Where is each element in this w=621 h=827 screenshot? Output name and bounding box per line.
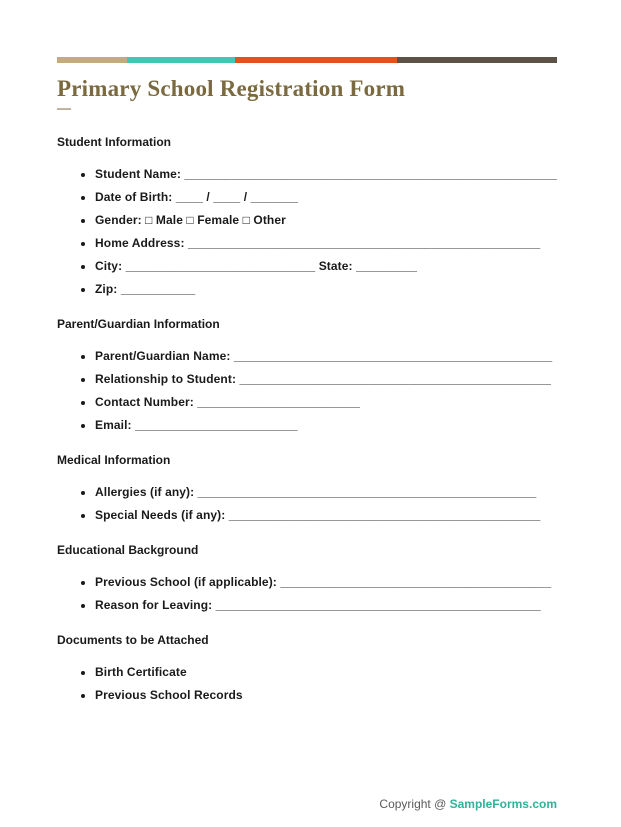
field-reason-for-leaving-text: Reason for Leaving: ________________________________________________ — [95, 598, 541, 612]
document-item-previous-school-records-text: Previous School Records — [95, 688, 243, 702]
field-contact-number-text: Contact Number: ________________________ — [95, 395, 360, 409]
section-parent-guardian-information — [57, 317, 557, 432]
field-zip — [95, 282, 557, 296]
field-student-name-text: Student Name: _______________________________________________________ — [95, 167, 557, 181]
field-relationship-to-student — [95, 372, 557, 386]
field-home-address-text: Home Address: ____________________________________________________ — [95, 236, 541, 250]
section-heading-parent-guardian-information: Parent/Guardian Information — [57, 317, 220, 331]
accent-bar-segment-brown — [397, 57, 557, 63]
section-documents-to-be-attached — [57, 633, 557, 702]
section-heading-educational-background: Educational Background — [57, 543, 199, 557]
copyright-link[interactable]: SampleForms.com — [449, 797, 557, 811]
accent-bar-segment-tan — [57, 57, 127, 63]
document-item-birth-certificate — [95, 665, 557, 679]
field-email — [95, 418, 557, 432]
field-contact-number — [95, 395, 557, 409]
field-gender — [95, 213, 557, 227]
medical-information-field-list — [57, 485, 557, 522]
field-city-state-text: City: ____________________________ State: _________ — [95, 259, 418, 273]
accent-bar-segment-orange — [235, 57, 398, 63]
page-title: Primary School Registration Form — [57, 76, 406, 101]
footer — [379, 797, 557, 811]
field-reason-for-leaving — [95, 598, 557, 612]
field-parent-guardian-name-text: Parent/Guardian Name: _______________________________________________ — [95, 349, 553, 363]
field-parent-guardian-name — [95, 349, 557, 363]
field-previous-school — [95, 575, 557, 589]
section-heading-student-information: Student Information — [57, 135, 171, 149]
field-special-needs-text: Special Needs (if any): ______________________________________________ — [95, 508, 541, 522]
section-educational-background — [57, 543, 557, 612]
field-special-needs — [95, 508, 557, 522]
field-date-of-birth-text: Date of Birth: ____ / ____ / _______ — [95, 190, 299, 204]
accent-bar — [57, 57, 557, 63]
field-relationship-to-student-text: Relationship to Student: ______________________________________________ — [95, 372, 552, 386]
field-gender-text: Gender: □ Male □ Female □ Other — [95, 213, 286, 227]
document-item-previous-school-records — [95, 688, 557, 702]
section-medical-information — [57, 453, 557, 522]
section-heading-documents-to-be-attached: Documents to be Attached — [57, 633, 209, 647]
section-heading-medical-information: Medical Information — [57, 453, 171, 467]
title-dash: — — [57, 101, 71, 116]
field-city-state — [95, 259, 557, 273]
field-allergies — [95, 485, 557, 499]
field-previous-school-text: Previous School (if applicable): ________________________________________ — [95, 575, 552, 589]
section-student-information — [57, 135, 557, 296]
accent-bar-segment-teal — [127, 57, 235, 63]
field-zip-text: Zip: ___________ — [95, 282, 196, 296]
document-item-birth-certificate-text: Birth Certificate — [95, 665, 187, 679]
student-information-field-list — [57, 167, 557, 296]
field-allergies-text: Allergies (if any): __________________________________________________ — [95, 485, 537, 499]
copyright-text: Copyright @ — [379, 797, 450, 811]
field-date-of-birth — [95, 190, 557, 204]
parent-guardian-field-list — [57, 349, 557, 432]
educational-background-field-list — [57, 575, 557, 612]
documents-list — [57, 665, 557, 702]
field-student-name — [95, 167, 557, 181]
field-email-text: Email: ________________________ — [95, 418, 298, 432]
field-home-address — [95, 236, 557, 250]
